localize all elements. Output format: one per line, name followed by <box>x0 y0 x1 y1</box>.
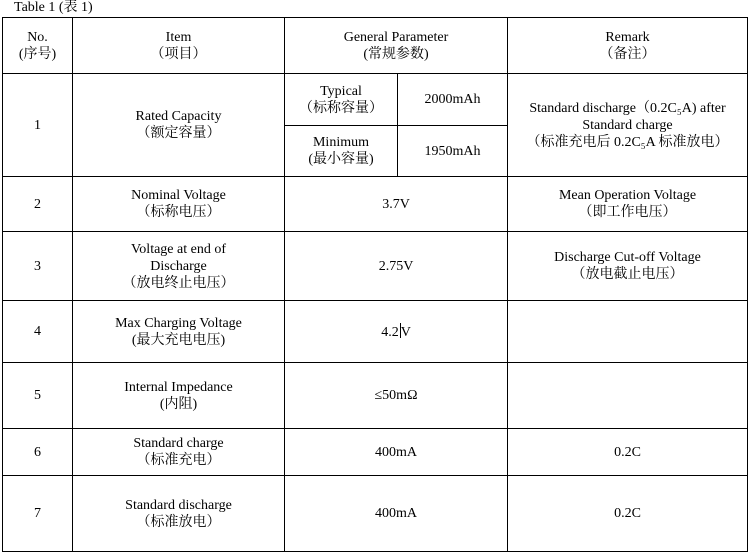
row-6-remark: 0.2C <box>508 429 748 476</box>
row-5-item-cn: (内阻) <box>159 396 198 412</box>
row-5-item <box>73 363 285 429</box>
row-5-no: 5 <box>3 363 73 429</box>
header-item-label-cn: （项目） <box>150 46 207 62</box>
row-1-item-en: Rated Capacity <box>135 109 222 124</box>
table-row-4 <box>3 301 748 363</box>
row-2-no: 2 <box>3 177 73 232</box>
header-remark-label-cn: （备注） <box>599 46 656 62</box>
row-2-remark-cn: （即工作电压） <box>578 205 677 220</box>
row-4-remark <box>508 301 748 363</box>
row-1-typical-cn: （标称容量） <box>299 100 383 116</box>
row-3-item-en-line1: Voltage at end of <box>131 241 226 257</box>
table-row-3 <box>3 232 748 301</box>
table-header-row <box>3 18 748 74</box>
header-item-label: Item <box>165 29 192 45</box>
row-1-minimum-en: Minimum <box>312 135 369 150</box>
row-6-item-cn: （标准充电） <box>136 453 221 468</box>
row-1-minimum-label <box>285 126 398 177</box>
row-1-item-cn: （额定容量） <box>136 126 221 141</box>
header-param-label: General Parameter <box>343 29 449 45</box>
table-row-5 <box>3 363 748 429</box>
row-4-param-unit: V <box>400 324 411 340</box>
row-1-typical-value: 2000mAh <box>398 74 508 126</box>
row-3-remark-en: Discharge Cut-off Voltage <box>554 250 701 265</box>
header-no-label-cn: (序号) <box>18 46 57 62</box>
table-row-2 <box>3 177 748 232</box>
row-7-param: 400mA <box>285 476 508 552</box>
row-7-item-cn: （标准放电） <box>136 514 221 530</box>
row-6-no: 6 <box>3 429 73 476</box>
row-3-param: 2.75V <box>285 232 508 301</box>
row-3-remark <box>508 232 748 301</box>
row-3-remark-cn: （放电截止电压） <box>571 267 684 282</box>
row-1-minimum-cn: (最小容量) <box>308 152 374 167</box>
battery-spec-table <box>2 17 748 552</box>
row-2-remark <box>508 177 748 232</box>
row-5-param: ≤50mΩ <box>285 363 508 429</box>
row-3-item <box>73 232 285 301</box>
row-1-remark-line3: （标准充电后 0.2C₅A 标准放电） <box>526 134 729 150</box>
row-4-param[interactable] <box>285 301 508 363</box>
row-6-param: 400mA <box>285 429 508 476</box>
header-no-cell <box>3 18 73 74</box>
row-1-no: 1 <box>3 74 73 177</box>
row-4-item-en: Max Charging Voltage <box>115 315 242 331</box>
row-2-remark-en: Mean Operation Voltage <box>558 188 697 203</box>
row-1-typical-label <box>285 74 398 126</box>
header-remark-label: Remark <box>605 29 650 45</box>
row-4-no: 4 <box>3 301 73 363</box>
row-7-remark: 0.2C <box>508 476 748 552</box>
row-6-item-en: Standard charge <box>133 436 224 451</box>
row-2-item-cn: （标称电压） <box>136 205 221 220</box>
row-3-item-en-line2: Discharge <box>150 258 207 274</box>
row-4-param-value: 4.2 <box>381 324 399 340</box>
row-3-item-cn: （放电终止电压） <box>122 275 235 291</box>
row-3-no: 3 <box>3 232 73 301</box>
row-2-item <box>73 177 285 232</box>
row-1-remark-line2: Standard charge <box>582 117 673 133</box>
row-6-item <box>73 429 285 476</box>
row-4-item-cn: (最大充电电压) <box>131 332 226 348</box>
row-2-param: 3.7V <box>285 177 508 232</box>
row-1-minimum-value: 1950mAh <box>398 126 508 177</box>
table-caption: Table 1 (表 1) <box>14 0 93 15</box>
table-row-1-typical <box>3 74 748 126</box>
header-param-label-cn: (常规参数) <box>363 46 429 62</box>
row-7-item <box>73 476 285 552</box>
row-7-no: 7 <box>3 476 73 552</box>
header-item-cell <box>73 18 285 74</box>
row-5-item-en: Internal Impedance <box>124 379 233 395</box>
header-remark-cell <box>508 18 748 74</box>
row-1-typical-en: Typical <box>320 83 362 99</box>
header-param-cell <box>285 18 508 74</box>
header-no-label: No. <box>27 29 48 45</box>
row-1-remark-line1: Standard discharge（0.2C₅A) after <box>529 100 726 116</box>
row-5-remark <box>508 363 748 429</box>
row-7-item-en: Standard discharge <box>125 497 232 513</box>
row-1-remark <box>508 74 748 177</box>
row-4-item <box>73 301 285 363</box>
table-row-7 <box>3 476 748 552</box>
row-2-item-en: Nominal Voltage <box>131 188 226 203</box>
row-1-item <box>73 74 285 177</box>
table-row-6 <box>3 429 748 476</box>
